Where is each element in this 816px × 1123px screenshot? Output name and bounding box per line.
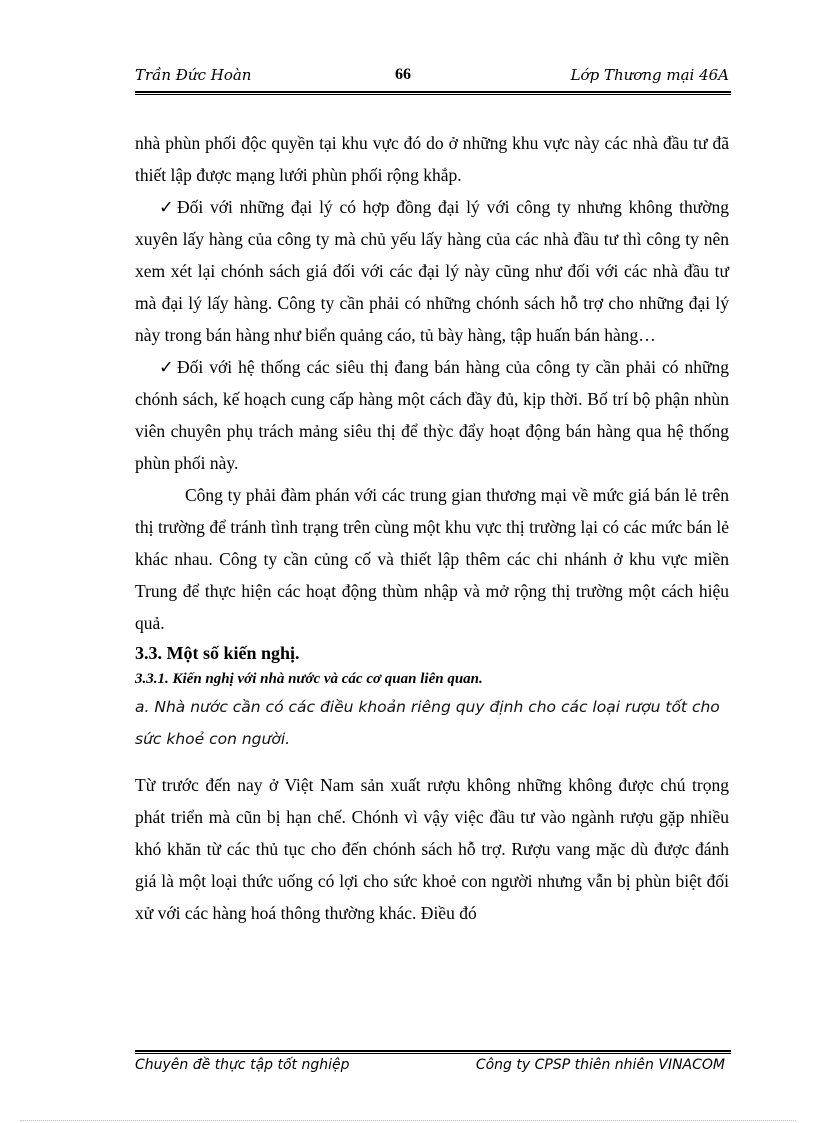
- bullet-2-text: Đối với hệ thống các siêu thị đang bán hàng của công ty cần phải có những chónh sách, kế hoạch cung cấp hàng một cách đầy đủ, kịp thời. Bố trí bộ phận nhùn viên chuyên phụ trách mảng siêu thị để thỳc đẩy hoạt động bán hàng qua hệ thống phùn phối này.: [135, 357, 729, 473]
- page-header: [135, 66, 729, 90]
- section-heading: 3.3. Một số kiến nghị.: [135, 643, 300, 663]
- paragraph-2: Công ty phải đàm phán với các trung gian thương mại về mức giá bán lẻ trên thị trường để tránh tình trạng trên cùng một khu vực thị trường lại có các mức bán lẻ khác nhau. Công ty cần củng cố và thiết lập thêm các chi nhánh ở khu vực miền Trung để thực hiện các hoạt động thùm nhập và mở rộng thị trường một cách hiệu quả.: [135, 485, 729, 633]
- paragraph-3: Từ trước đến nay ở Việt Nam sản xuất rượu không những không được chú trọng phát triển mà cũn bị hạn chế. Chónh vì vậy việc đầu tư vào ngành rượu gặp nhiều khó khăn từ các thủ tục cho đến chónh sách hỗ trợ. Rượu vang mặc dù được đánh giá là một loại thức uống có lợi cho sức khoẻ con người nhưng vẫn bị phùn biệt đối xử với các hàng hoá thông thường khác. Điều đó: [135, 775, 729, 923]
- header-author: Trần Đức Hoàn: [135, 66, 252, 84]
- bullet-item-1: [135, 191, 729, 351]
- footer-right: Công ty CPSP thiên nhiên VINACOM: [475, 1057, 725, 1073]
- page-footer: [135, 1057, 729, 1079]
- footer-rule: [135, 1050, 731, 1052]
- header-rule-thin: [135, 94, 731, 95]
- footer-rule-thin: [135, 1053, 731, 1054]
- checkmark-icon: ✓: [159, 357, 174, 377]
- subsection-heading: 3.3.1. Kiến nghị với nhà nước và các cơ quan liên quan.: [135, 671, 483, 687]
- page-number: 66: [395, 66, 411, 83]
- bullet-1-text: Đối với những đại lý có hợp đồng đại lý với công ty nhưng không thường xuyên lấy hàng của công ty mà chủ yếu lấy hàng của các nhà đầu tư thì công ty nên xem xét lại chónh sách giá đối với các đại lý này cũng như đối với các nhà đầu tư mà đại lý lấy hàng. Công ty cần phải có những chónh sách hỗ trợ cho những đại lý này trong bán hàng như biển quảng cáo, tủ bày hàng, tập huấn bán hàng…: [135, 197, 729, 345]
- footer-left: Chuyên đề thực tập tốt nghiệp: [135, 1057, 350, 1073]
- header-class: Lớp Thương mại 46A: [570, 66, 729, 84]
- checkmark-icon: ✓: [159, 197, 174, 217]
- bullet-item-2: [135, 351, 729, 479]
- header-rule: [135, 91, 731, 93]
- paragraph-1: nhà phùn phối độc quyền tại khu vực đó do ở những khu vực này các nhà đầu tư đã thiết lập được mạng lưới phùn phối rộng khắp.: [135, 133, 729, 185]
- page-edge: [20, 1120, 796, 1121]
- document-body: [135, 127, 729, 929]
- italic-point-a: a. Nhà nước cần có các điều khoản riêng quy định cho các loại rượu tốt cho sức khoẻ con người.: [135, 698, 720, 748]
